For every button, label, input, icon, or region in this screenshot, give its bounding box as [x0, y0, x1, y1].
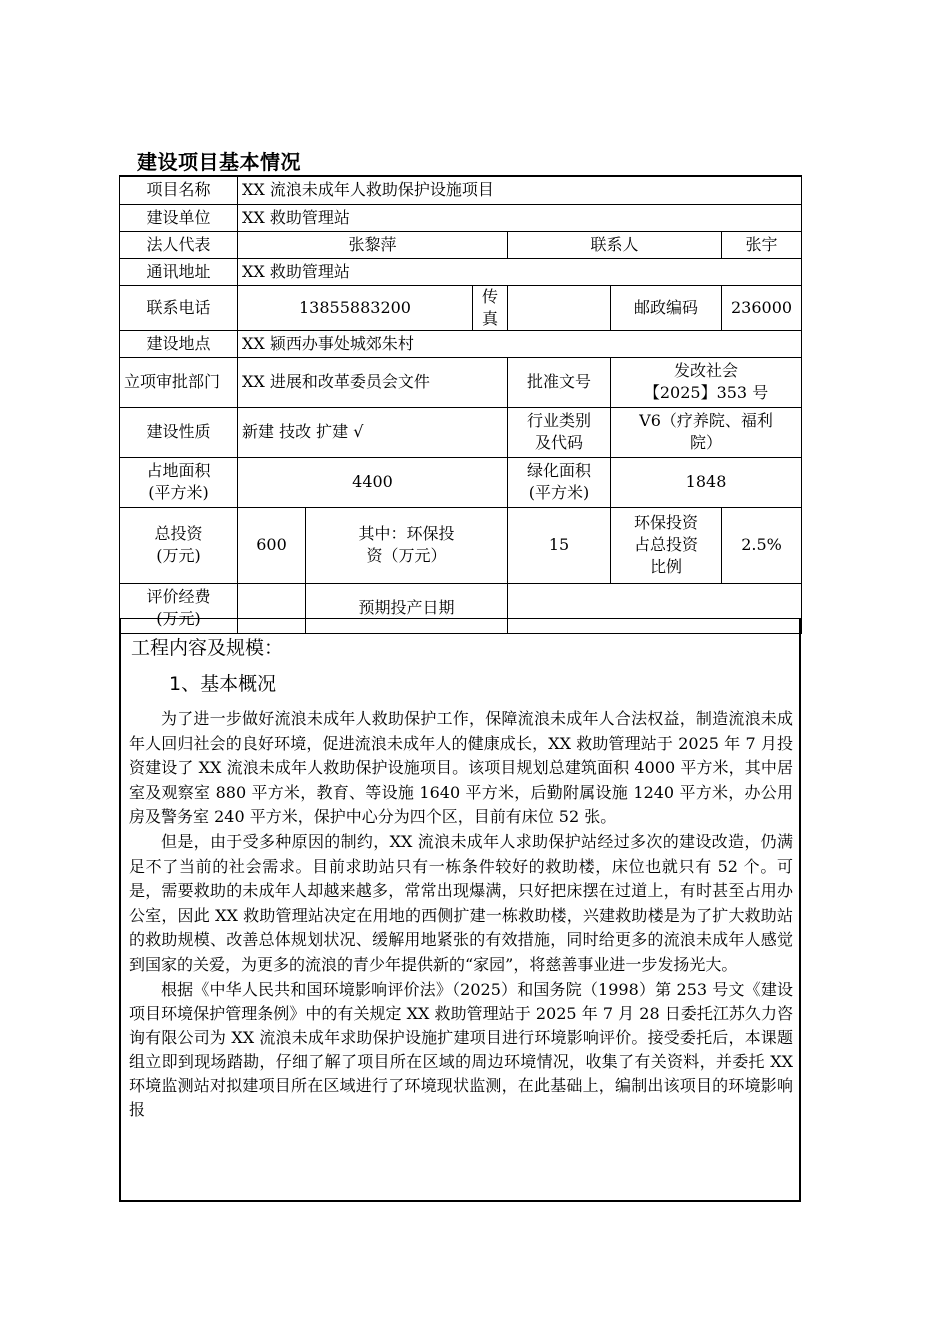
industry-label-line2: 及代码: [534, 433, 583, 452]
project-name-value: XX 流浪未成年人救助保护设施项目: [238, 176, 802, 204]
legal-rep-label: 法人代表: [120, 231, 238, 258]
invest-label-line2: (万元): [156, 546, 201, 565]
env-invest-label-line2: 资（万元）: [366, 546, 447, 565]
ratio-value: 2.5%: [722, 507, 802, 583]
industry-label-line1: 行业类别: [526, 411, 591, 430]
approval-no-value: [611, 357, 802, 407]
ratio-label: [611, 507, 722, 583]
invest-value: 600: [238, 507, 306, 583]
body-text: [129, 707, 793, 1122]
builder-label: 建设单位: [120, 204, 238, 231]
industry-line1: V6（疗养院、福利: [639, 411, 773, 430]
contact-value: 张宇: [722, 231, 802, 258]
phone-value: 13855883200: [238, 285, 473, 330]
content-section: [119, 618, 801, 1202]
address-label: 通讯地址: [120, 258, 238, 285]
builder-value: XX 救助管理站: [238, 204, 802, 231]
location-label: 建设地点: [120, 330, 238, 357]
area-label: [120, 457, 238, 507]
env-invest-label-line1: 其中：环保投: [358, 524, 455, 543]
ratio-label-line2: 占总投资: [633, 535, 698, 554]
area-value: 4400: [238, 457, 508, 507]
postcode-label: 邮政编码: [611, 285, 722, 330]
paragraph-2: 但是，由于受多种原因的制约，XX 流浪未成年人求助保护站经过多次的建设改造，仍满足不了当前的社会需求。目前求助站只有一栋条件较好的救助楼，床位也就只有 52 个。可是，需要救助的未成年人却越来越多，常常出现爆满，只好把床摆在过道上，有时甚至占用办公室，因此 XX 救助管理站决定在用地的西侧扩建一栋救助楼，兴建救助楼是为了扩大救助站的救助规模、改善总体规划状况、缓解用地紧张的有效措施，同时给更多的流浪未成年人感觉到国家的关爱，为更多的流浪的青少年提供新的“家园”，将慈善事业进一步发扬光大。: [129, 831, 793, 974]
nature-value: 新建 技改 扩建 √: [238, 407, 508, 457]
area-label-line1: 占地面积: [146, 461, 211, 480]
industry-line2: 院）: [690, 433, 723, 452]
postcode-value: 236000: [722, 285, 802, 330]
legal-rep-value: 张黎萍: [238, 231, 508, 258]
invest-label-line1: 总投资: [154, 524, 203, 543]
section-title: 工程内容及规模：: [131, 637, 284, 659]
fee-label-line2: (万元): [156, 609, 201, 628]
fee-label-line1: 评价经费: [146, 587, 211, 606]
ratio-label-line1: 环保投资: [633, 513, 698, 532]
approval-no-label: 批准文号: [508, 357, 611, 407]
area-label-line2: (平方米): [148, 483, 209, 502]
location-value: XX 颍西办事处城郊朱村: [238, 330, 802, 357]
green-label-line2: (平方米): [528, 483, 590, 502]
green-label: [508, 457, 611, 507]
paragraph-1: 为了进一步做好流浪未成年人救助保护工作，保障流浪未成年人合法权益，制造流浪未成年人回归社会的良好环境，促进流浪未成年人的健康成长，XX 救助管理站于 2025 年 7 月投资建设了 XX 流浪未成年人救助保护设施项目。该项目规划总建筑面积 4000 平方米，其中居室及观察室 880 平方米，教育、等设施 1640 平方米，后勤附属设施 1240 平方米，办公用房及警务室 240 平方米，保护中心分为四个区，目前有床位 52 张。: [129, 709, 793, 827]
project-name-label: 项目名称: [120, 176, 238, 204]
green-value: 1848: [611, 457, 802, 507]
approval-dept-label: 立项审批部门: [120, 357, 238, 407]
page-title: 建设项目基本情况: [137, 150, 301, 174]
industry-value: [611, 407, 802, 457]
address-value: XX 救助管理站: [238, 258, 802, 285]
env-invest-value: 15: [508, 507, 611, 583]
fax-label: 传 真: [473, 285, 508, 330]
project-info-table: [119, 175, 802, 634]
approval-dept-value: XX 进展和改革委员会文件: [238, 357, 508, 407]
subsection-title: 1、基本概况: [169, 673, 277, 695]
approval-no-line1: 发改社会: [674, 361, 739, 380]
ratio-label-line3: 比例: [649, 557, 682, 576]
green-label-line1: 绿化面积: [526, 461, 591, 480]
paragraph-3: 根据《中华人民共和国环境影响评价法》（2025）和国务院（1998）第 253 号文《建设项目环境保护管理条例》中的有关规定 XX 救助管理站于 2025 年 7 月 28 日委托江苏久力咨询有限公司为 XX 流浪未成年求助保护设施扩建项目进行环境影响评价。接受委托后，本课题组立即到现场踏勘，仔细了解了项目所在区域的周边环境情况，收集了有关资料，并委托 XX 环境监测站对拟建项目所在区域进行了环境现状监测，在此基础上，编制出该项目的环境影响报: [129, 979, 793, 1119]
invest-label: [120, 507, 238, 583]
contact-label: 联系人: [508, 231, 722, 258]
production-date-label: 预期投产日期: [306, 583, 508, 633]
approval-no-line2: 【2025】353 号: [643, 383, 769, 402]
fax-value: [508, 285, 611, 330]
phone-label: 联系电话: [120, 285, 238, 330]
env-invest-label: [306, 507, 508, 583]
industry-label: [508, 407, 611, 457]
nature-label: 建设性质: [120, 407, 238, 457]
